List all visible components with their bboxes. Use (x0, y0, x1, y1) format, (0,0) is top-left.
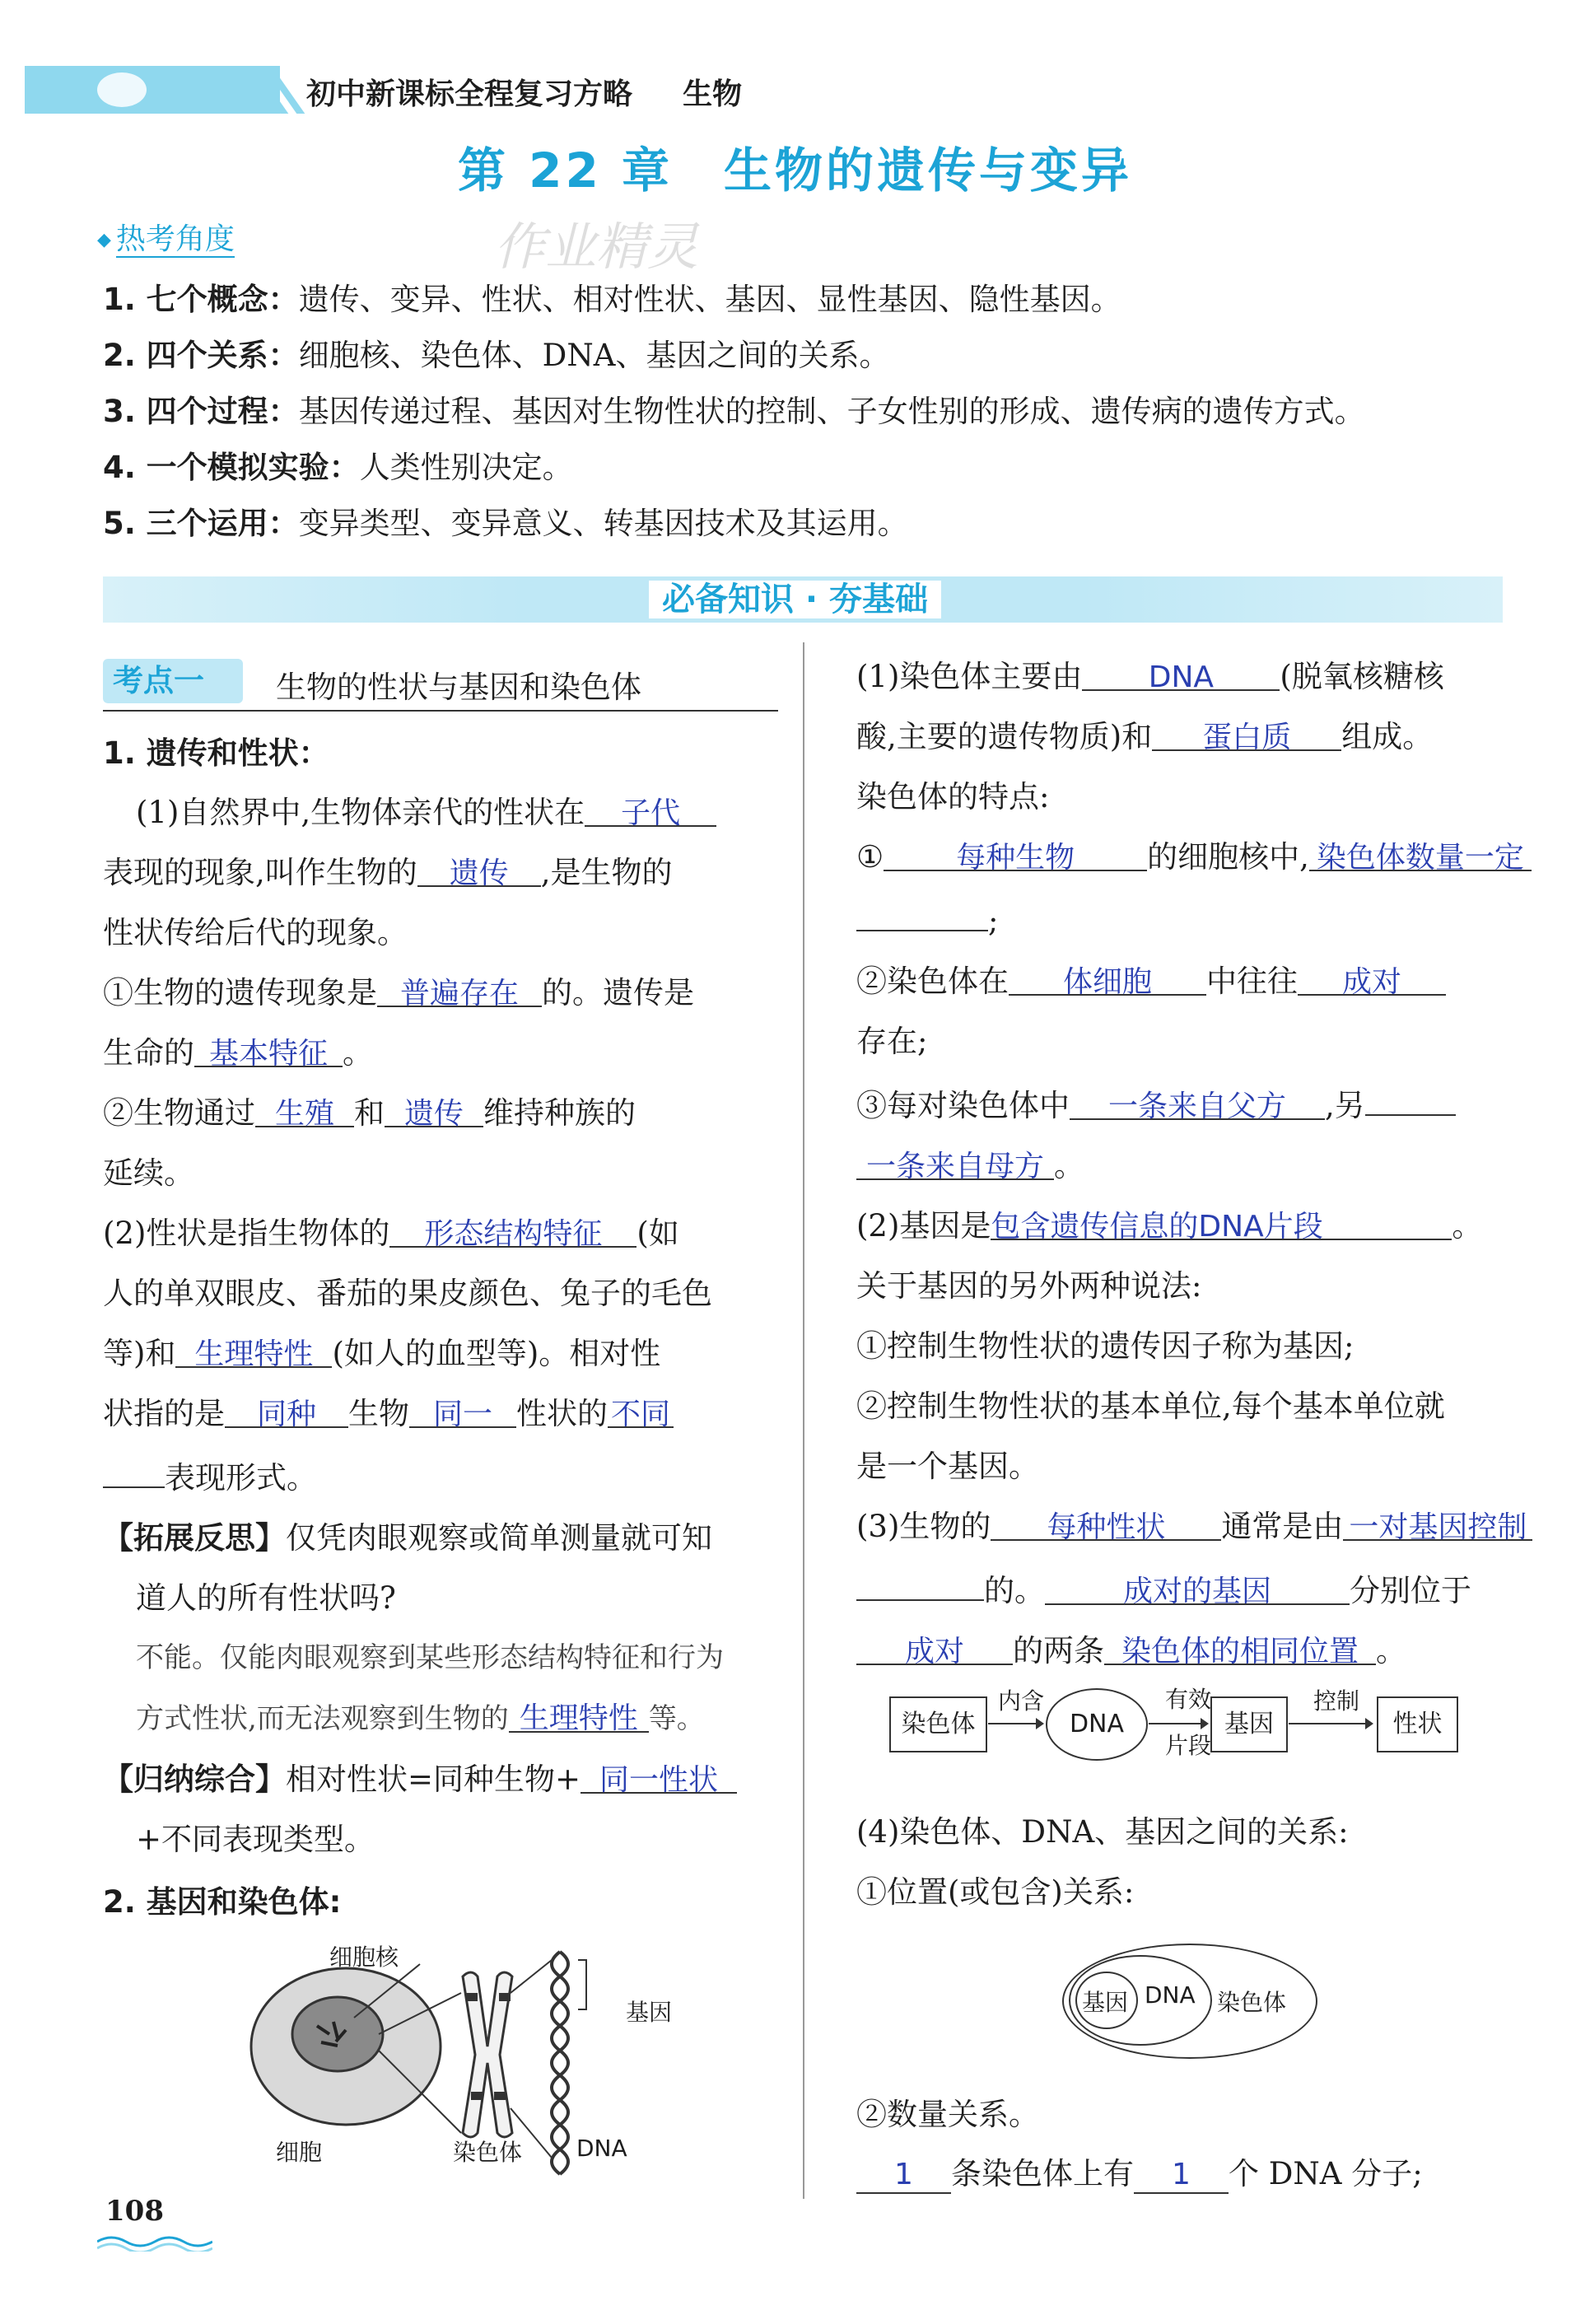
answer: 生理特性 (519, 1701, 638, 1735)
text-line: 性状传给后代的现象。 (103, 915, 408, 950)
text: (1)自然界中,生物体亲代的性状在 (136, 795, 585, 830)
answer-blank (991, 1196, 1452, 1244)
fig-label-cell: 细胞 (276, 2139, 323, 2166)
text: 仅凭肉眼观察或简单测量就可知 (286, 1520, 712, 1556)
fig-label-chromosome: 染色体 (453, 2139, 523, 2166)
text-line: 染色体的特点: (856, 779, 1050, 814)
flow-node-chromosome: 染色体 (889, 1696, 987, 1752)
answer-blank (409, 1384, 516, 1431)
column-divider (803, 642, 804, 2199)
text-line (856, 646, 1564, 707)
text: 表现形式。 (165, 1460, 317, 1496)
fig-label-nucleus: 细胞核 (329, 1944, 399, 1971)
text: 方式性状,而无法观察到生物的 (136, 1702, 509, 1735)
hot-item-head: 3. 四个过程： (103, 394, 299, 429)
answer: 蛋白质 (1202, 721, 1292, 754)
text: (2)基因是 (856, 1208, 991, 1244)
hot-item (103, 272, 1365, 328)
hot-item-head: 1. 七个概念： (103, 282, 299, 317)
chapter-title: 第 22 章 生物的遗传与变异 (457, 142, 1133, 198)
chromosome-shape (463, 1972, 512, 2137)
text-line (856, 1196, 1564, 1256)
arrow (988, 1723, 1042, 1724)
text: 的两条 (1013, 1633, 1104, 1668)
answer: 染色体数量一定 (1316, 841, 1524, 875)
text-line (103, 1083, 778, 1143)
text: ①生物的遗传现象是 (103, 975, 377, 1010)
answer-blank (856, 1556, 984, 1601)
answer-blank (417, 842, 541, 890)
answer: 不同 (610, 1398, 670, 1431)
text-line (103, 1749, 778, 1809)
answer: 遗传 (449, 856, 509, 890)
answer: 成对的基因 (1122, 1575, 1271, 1608)
answer-blank (385, 1083, 483, 1131)
text: ; (988, 903, 999, 939)
answer: 每种性状 (1047, 1510, 1166, 1544)
text-line: 是一个基因。 (856, 1449, 1039, 1484)
flow-edge-label: 有效 (1165, 1686, 1212, 1713)
answer: 普遍存在 (399, 977, 519, 1010)
hot-item-head: 5. 三个运用： (103, 506, 299, 541)
hot-item-text: 人类性别决定。 (359, 450, 573, 485)
answer-blank (1365, 1071, 1456, 1116)
text-line (103, 1688, 778, 1749)
book-title: 初中新课标全程复习方略 (306, 77, 633, 111)
hot-item-head: 2. 四个关系： (103, 338, 299, 373)
arrow-head (1365, 1718, 1373, 1729)
answer-blank (1298, 951, 1446, 999)
text: ,另 (1325, 1088, 1365, 1123)
text: ③每对染色体中 (856, 1088, 1070, 1123)
answer-blank (175, 1323, 332, 1371)
text: 的。 (984, 1573, 1045, 1608)
answer-blank (856, 1621, 1013, 1668)
text: 表现的现象,叫作生物的 (103, 855, 417, 890)
text: 中往往 (1206, 964, 1298, 999)
flow-node-gene: 基因 (1210, 1696, 1288, 1752)
answer: 一对基因控制 (1349, 1510, 1527, 1544)
answer: 一条来自母方 (865, 1150, 1044, 1183)
text: 组成。 (1341, 719, 1434, 754)
answer-blank (581, 1749, 737, 1797)
text-line (856, 827, 1564, 887)
answer: 同一性状 (599, 1763, 719, 1797)
hot-item-text: 变异类型、变异意义、转基因技术及其运用。 (298, 506, 908, 541)
text-line (856, 1136, 1564, 1196)
answer: 生殖 (274, 1097, 334, 1131)
text: 生命的 (103, 1035, 194, 1071)
answer-blank (856, 1136, 1054, 1183)
answer-blank (255, 1083, 354, 1131)
text: 和 (354, 1095, 385, 1131)
text-line (856, 1556, 1564, 1621)
text-line (856, 1621, 1564, 1681)
text: (3)生物的 (856, 1509, 991, 1544)
venn-label-gene: 基因 (1082, 1989, 1129, 2016)
hot-item (103, 440, 1365, 496)
answer-blank (856, 887, 988, 931)
flow-edge-label: 内含 (998, 1687, 1045, 1715)
text-line (856, 707, 1564, 767)
text: 等)和 (103, 1336, 176, 1371)
answer: 基本特征 (208, 1037, 328, 1071)
answer-blank (1082, 646, 1280, 694)
text-line (103, 1444, 778, 1508)
text-line: ①控制生物性状的遗传因子称为基因; (856, 1328, 1355, 1364)
text-line (856, 2149, 1423, 2199)
answer: 成对 (1341, 965, 1401, 999)
text: 等。 (648, 1702, 705, 1735)
text: ②生物通过 (103, 1095, 255, 1131)
answer: 生理特性 (194, 1337, 314, 1371)
text: 条染色体上有 (951, 2156, 1134, 2191)
text-line: 人的单双眼皮、番茄的果皮颜色、兔子的毛色 (103, 1276, 712, 1311)
hot-item-text: 细胞核、染色体、DNA、基因之间的关系。 (298, 338, 890, 373)
answer-blank (608, 1384, 674, 1431)
flow-node-dna: DNA (1046, 1688, 1148, 1761)
flow-edge-label: 控制 (1313, 1687, 1360, 1715)
text: 。 (1376, 1633, 1406, 1668)
text-line: 延续。 (103, 1155, 194, 1191)
answer-blank (1009, 951, 1206, 999)
text: 生物 (348, 1396, 409, 1431)
flow-edge-label: 片段 (1165, 1732, 1212, 1759)
text: ,是生物的 (540, 855, 673, 890)
answer: 成对 (904, 1635, 964, 1668)
text-line (856, 1071, 1564, 1136)
text: (1)染色体主要由 (856, 659, 1083, 694)
fig-label-gene: 基因 (626, 1999, 673, 2026)
arrow-head (1036, 1718, 1044, 1729)
text-line (103, 1384, 778, 1444)
text: 性状的 (516, 1396, 608, 1431)
answer: 体细胞 (1062, 965, 1152, 999)
flow-diagram (889, 1680, 1482, 1771)
answer-blank (389, 1203, 636, 1251)
text-line (856, 887, 1564, 951)
answer-blank (509, 1688, 649, 1733)
answer-blank (585, 782, 716, 830)
answer: 一条来自父方 (1107, 1090, 1286, 1123)
answer-blank (194, 1023, 343, 1071)
hot-item (103, 496, 1365, 552)
answer-blank (1070, 1076, 1325, 1123)
answer: 染色体的相同位置 (1121, 1635, 1359, 1668)
answer: 同一 (432, 1398, 492, 1431)
text-line: +不同表现类型。 (136, 1822, 375, 1857)
text-line (856, 1496, 1564, 1556)
footer-wave-decoration (97, 2232, 212, 2252)
kaodian-underline (103, 710, 778, 712)
text: 。 (1452, 1208, 1483, 1244)
text: (如 (636, 1216, 679, 1251)
text: (2)性状是指生物体的 (103, 1216, 390, 1251)
text-line: (4)染色体、DNA、基因之间的关系: (856, 1814, 1349, 1850)
pointer-line (511, 1960, 552, 1993)
text: 分别位于 (1350, 1573, 1471, 1608)
flow-node-trait: 性状 (1377, 1696, 1458, 1752)
text: ① (856, 839, 884, 875)
answer: 包含遗传信息的DNA片段 (991, 1210, 1323, 1244)
answer: 每种生物 (956, 841, 1075, 875)
answer: 子代 (621, 796, 681, 830)
section-heading: 1. 遗传和性状： (103, 735, 329, 771)
header-text (306, 71, 742, 113)
text-line (103, 963, 778, 1023)
page-number: 108 (105, 2195, 164, 2228)
hot-items (103, 272, 1365, 552)
hot-item-head: 4. 一个模拟实验： (103, 450, 360, 485)
text-line: 存在; (856, 1024, 928, 1059)
answer-blank (103, 1444, 165, 1488)
hot-item (103, 384, 1365, 440)
answer-blank (377, 963, 542, 1010)
text-line (103, 1023, 778, 1083)
answer-blank (884, 827, 1147, 875)
watermark: 作业精灵 (494, 217, 699, 277)
answer-blank (1343, 1496, 1532, 1544)
answer-blank (1045, 1561, 1350, 1608)
answer: DNA (1148, 660, 1215, 694)
fig-label-dna: DNA (576, 2135, 627, 2162)
hot-label (97, 216, 235, 258)
answer-blank (225, 1384, 348, 1431)
text-line: ①位置(或包含)关系: (856, 1874, 1135, 1910)
hot-label-text: 热考角度 (115, 222, 235, 256)
answer-blank (1152, 707, 1341, 754)
hot-item-text: 遗传、变异、性状、相对性状、基因、显性基因、隐性基因。 (298, 282, 1121, 317)
answer-blank (1134, 2149, 1229, 2194)
text: 。 (1054, 1148, 1084, 1183)
subject: 生物 (683, 77, 743, 111)
text: 维持种族的 (483, 1095, 636, 1131)
arrow-head (1201, 1718, 1209, 1729)
text: 相对性状=同种生物+ (286, 1762, 581, 1797)
answer-blank (1104, 1621, 1376, 1668)
hot-item-text: 基因传递过程、基因对生物性状的控制、子女性别的形成、遗传病的遗传方式。 (298, 394, 1365, 429)
text-line (856, 951, 1564, 1011)
text-line (103, 782, 778, 842)
text-line: 关于基因的另外两种说法: (856, 1268, 1202, 1304)
kaodian-title: 生物的性状与基因和染色体 (276, 670, 641, 705)
hot-item (103, 328, 1365, 384)
book-icon (97, 72, 147, 107)
right-column (856, 646, 1564, 1681)
answer-blank (856, 2149, 951, 2194)
text-line (103, 1203, 778, 1263)
text: 状指的是 (103, 1396, 225, 1431)
answer-blank (1309, 827, 1532, 875)
answer: 形态结构特征 (424, 1217, 603, 1251)
text: 。 (343, 1035, 373, 1071)
extension-head: 【拓展反思】 (103, 1520, 286, 1556)
section-heading: 2. 基因和染色体: (103, 1884, 342, 1920)
text: 的细胞核中, (1147, 839, 1309, 875)
answer: 遗传 (403, 1097, 464, 1131)
text-line: ②数量关系。 (856, 2097, 1039, 2132)
answer: 1 (894, 2158, 913, 2191)
answer: 同种 (256, 1398, 316, 1431)
text: ②染色体在 (856, 964, 1009, 999)
text: (如人的血型等)。相对性 (332, 1336, 661, 1371)
summary-head: 【归纳综合】 (103, 1762, 286, 1797)
venn-label-chromosome: 染色体 (1217, 1989, 1287, 2016)
text: (脱氧核糖核 (1280, 659, 1444, 694)
text: 个 DNA 分子; (1229, 2156, 1423, 2191)
text: 通常是由 (1221, 1509, 1344, 1544)
venn-diagram (1062, 1944, 1317, 2059)
left-column (103, 725, 778, 1935)
arrow (1149, 1723, 1206, 1724)
answer: 1 (1172, 2158, 1191, 2191)
banner-title-text: 必备知识 · 夯基础 (649, 581, 941, 618)
text-line (103, 1508, 778, 1568)
venn-label-dna: DNA (1145, 1981, 1196, 2009)
text-line: ②控制生物性状的基本单位,每个基本单位就 (856, 1388, 1445, 1424)
section-banner-title (0, 576, 1590, 623)
text: 酸,主要的遗传物质)和 (856, 719, 1153, 754)
text-line: 道人的所有性状吗? (136, 1580, 396, 1616)
kaodian-tag: 考点一 (103, 659, 243, 703)
text-line (103, 842, 778, 903)
text-line (103, 1323, 778, 1384)
arrow (1289, 1723, 1371, 1724)
answer-blank (991, 1496, 1221, 1544)
text-line: 不能。仅能肉眼观察到某些形态结构特征和行为 (136, 1641, 724, 1674)
text: 的。遗传是 (542, 975, 694, 1010)
gene-bracket (578, 1960, 586, 2009)
